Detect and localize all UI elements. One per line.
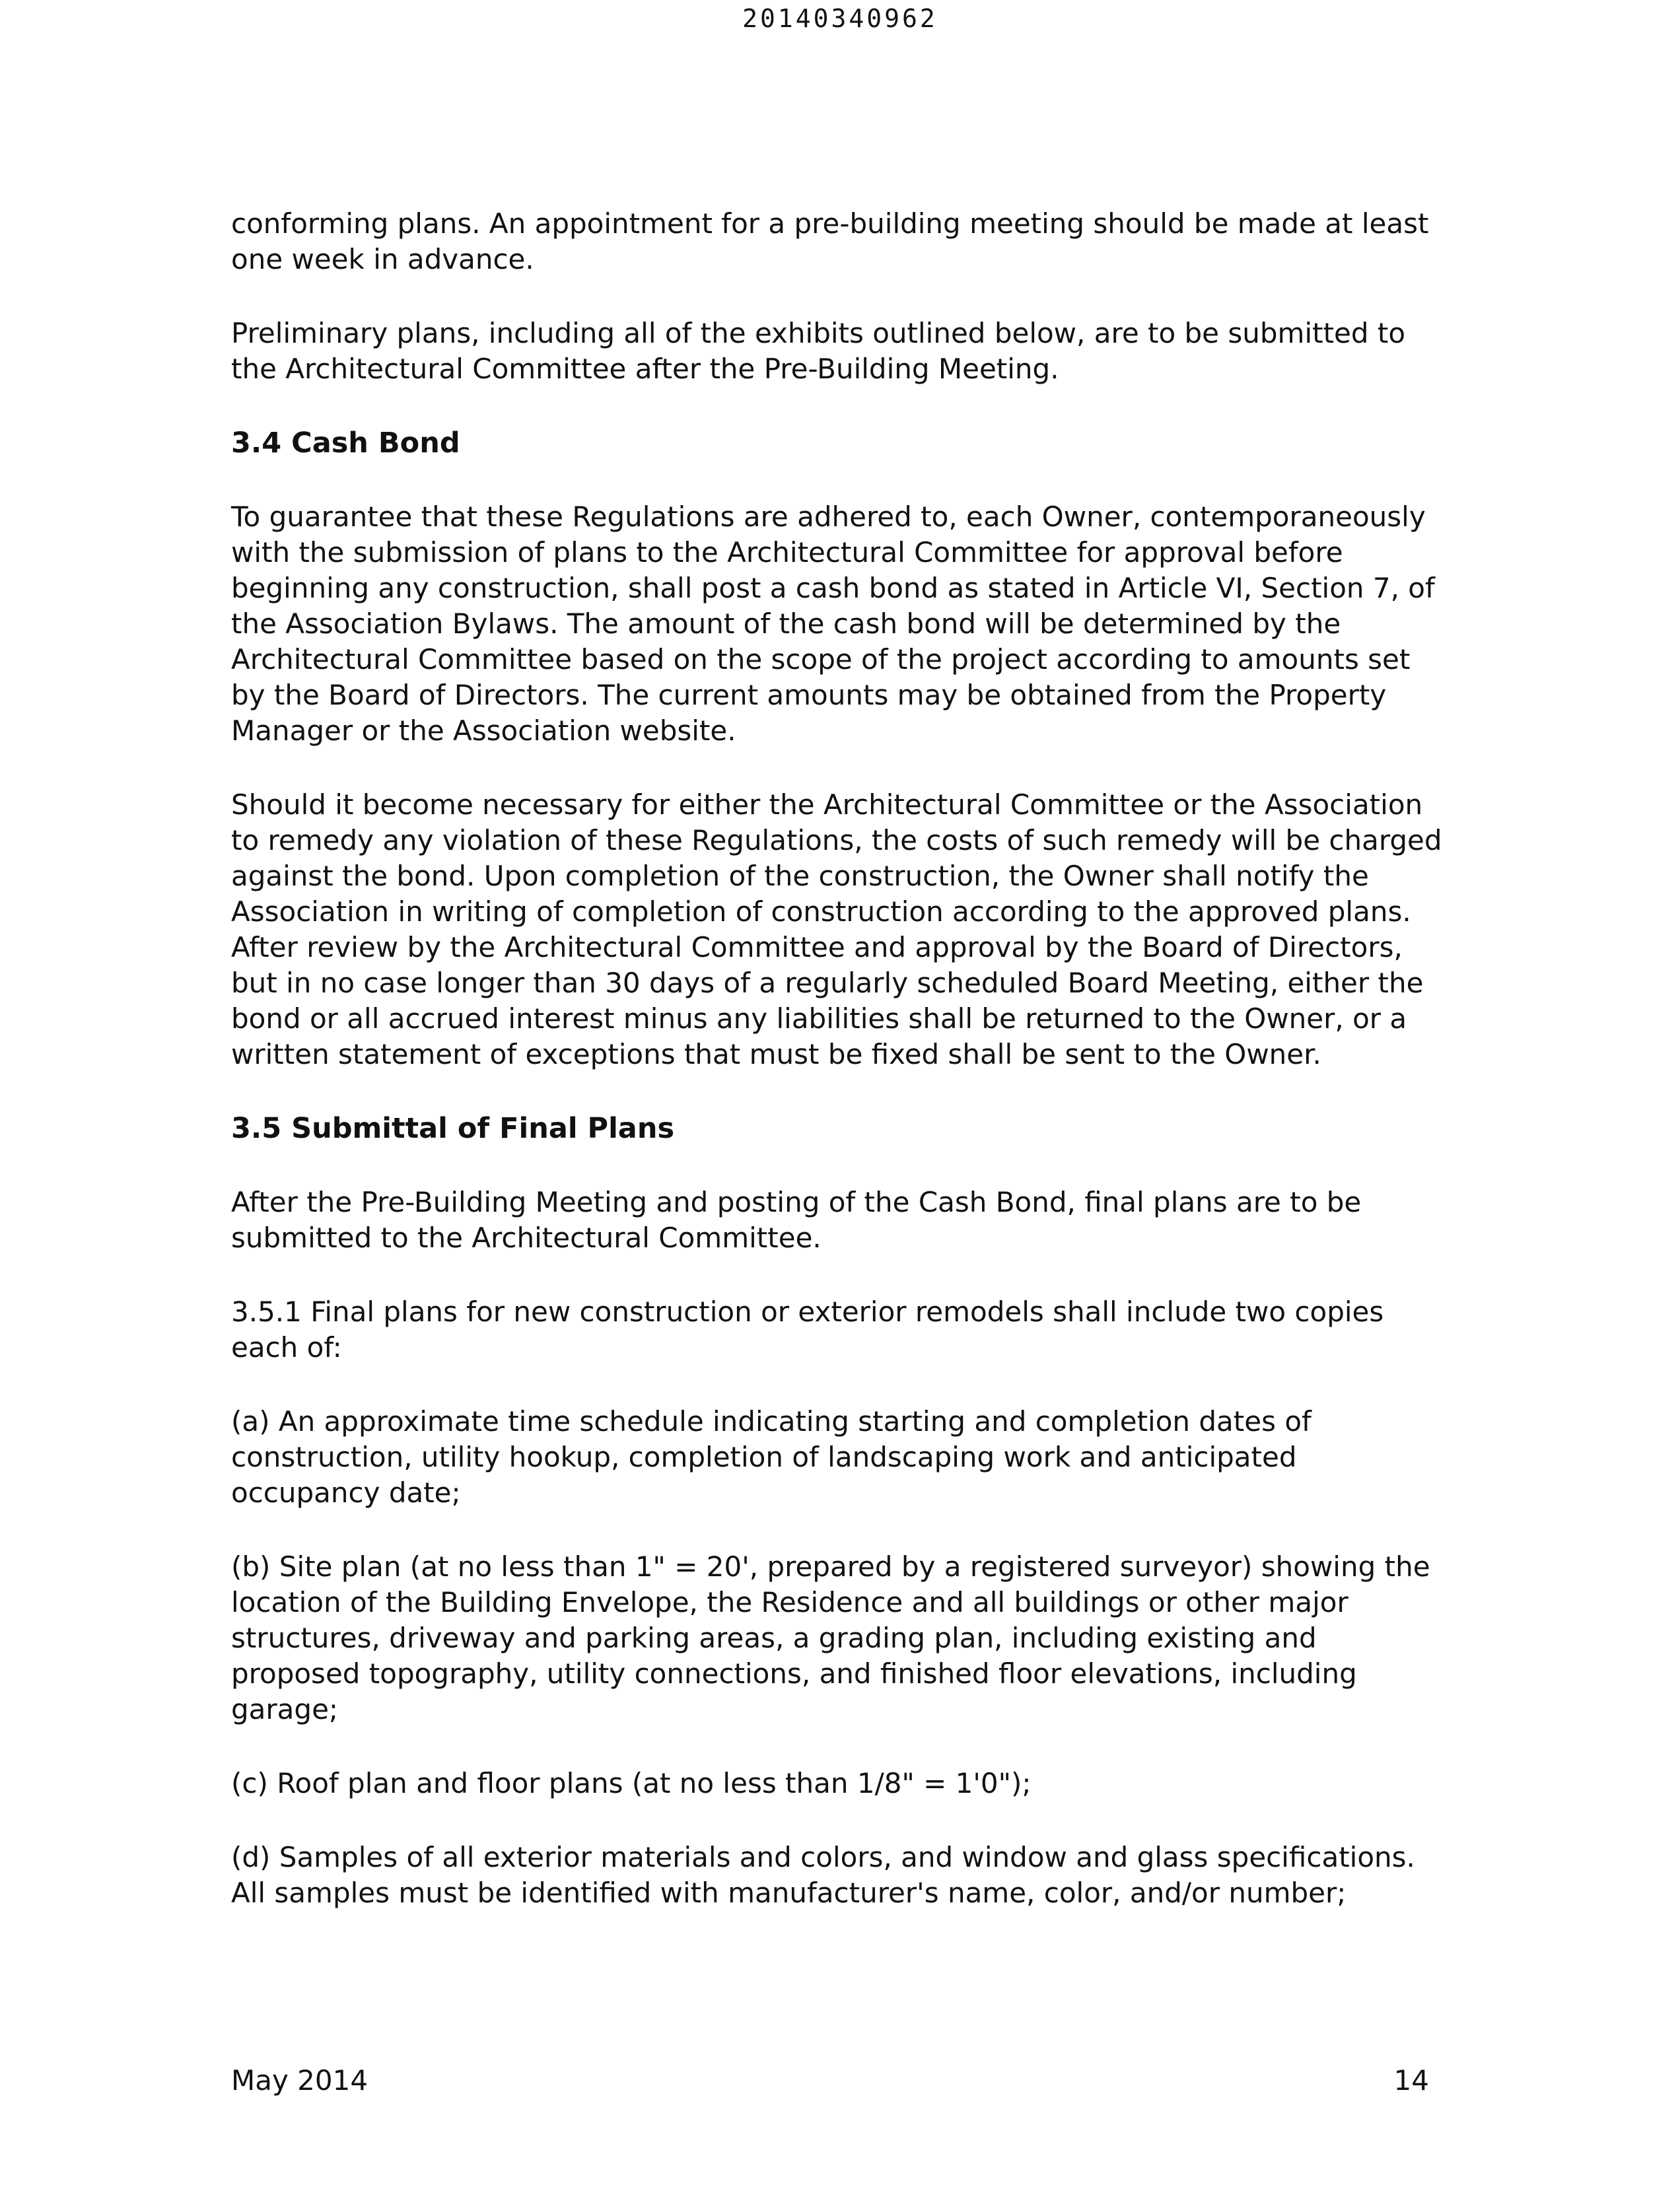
paragraph-3-5-1: 3.5.1 Final plans for new construction or exterior remodels shall include two copies each of: xyxy=(231,1296,1384,1364)
paragraph-cash-bond-remedy: Should it become necessary for either the Architectural Committee or the Association to remedy any violation of these Regulations, the costs of such remedy will be charged against the bond. Upon completion of the construction, the Owner shall notify the Association in writing of completion of construction according to the approved plans. After review by the Architectural Committee and approval by the Board of Directors, but in no case longer than 30 days of a regularly scheduled Board Meeting, either the bond or all accrued interest minus any liabilities shall be returned to the Owner, or a written statement of exceptions that must be fixed shall be sent to the Owner. xyxy=(231,788,1442,1070)
page-body xyxy=(231,206,1446,1949)
list-item-a-time-schedule: (a) An approximate time schedule indicating starting and completion dates of construction, utility hookup, completion of landscaping work and anticipated occupancy date; xyxy=(231,1405,1312,1509)
list-item-b-site-plan: (b) Site plan (at no less than 1" = 20', prepared by a registered surveyor) showing the location of the Building Envelope, the Residence and all buildings or other major structures, driveway and parking areas, a grading plan, including existing and proposed topography, utility connections, and finished floor elevations, including garage; xyxy=(231,1550,1430,1725)
section-heading-submittal-final-plans: 3.5 Submittal of Final Plans xyxy=(231,1112,675,1145)
section-heading-cash-bond: 3.4 Cash Bond xyxy=(231,427,460,460)
page-number: 14 xyxy=(1393,2064,1429,2097)
list-item-c-roof-floor-plans: (c) Roof plan and floor plans (at no less than 1/8" = 1'0"); xyxy=(231,1767,1032,1799)
document-number: 20140340962 xyxy=(742,4,938,33)
paragraph-conforming-plans: conforming plans. An appointment for a pre-building meeting should be made at least one week in advance. xyxy=(231,207,1429,275)
paragraph-cash-bond-guarantee: To guarantee that these Regulations are adhered to, each Owner, contemporaneously with the submission of plans to the Architectural Committee for approval before beginning any construction, shall post a cash bond as stated in Article VI, Section 7, of the Association Bylaws. The amount of the cash bond will be determined by the Architectural Committee based on the scope of the project according to amounts set by the Board of Directors. The current amounts may be obtained from the Property Manager or the Association website. xyxy=(231,501,1435,747)
list-item-d-samples: (d) Samples of all exterior materials and colors, and window and glass specifications. All samples must be identified with manufacturer's name, color, and/or number; xyxy=(231,1841,1415,1909)
paragraph-after-pre-building: After the Pre-Building Meeting and posting of the Cash Bond, final plans are to be submitted to the Architectural Committee. xyxy=(231,1186,1362,1254)
paragraph-preliminary-plans: Preliminary plans, including all of the exhibits outlined below, are to be submitted to the Architectural Committee after the Pre-Building Meeting. xyxy=(231,317,1406,385)
footer-date: May 2014 xyxy=(231,2064,368,2097)
